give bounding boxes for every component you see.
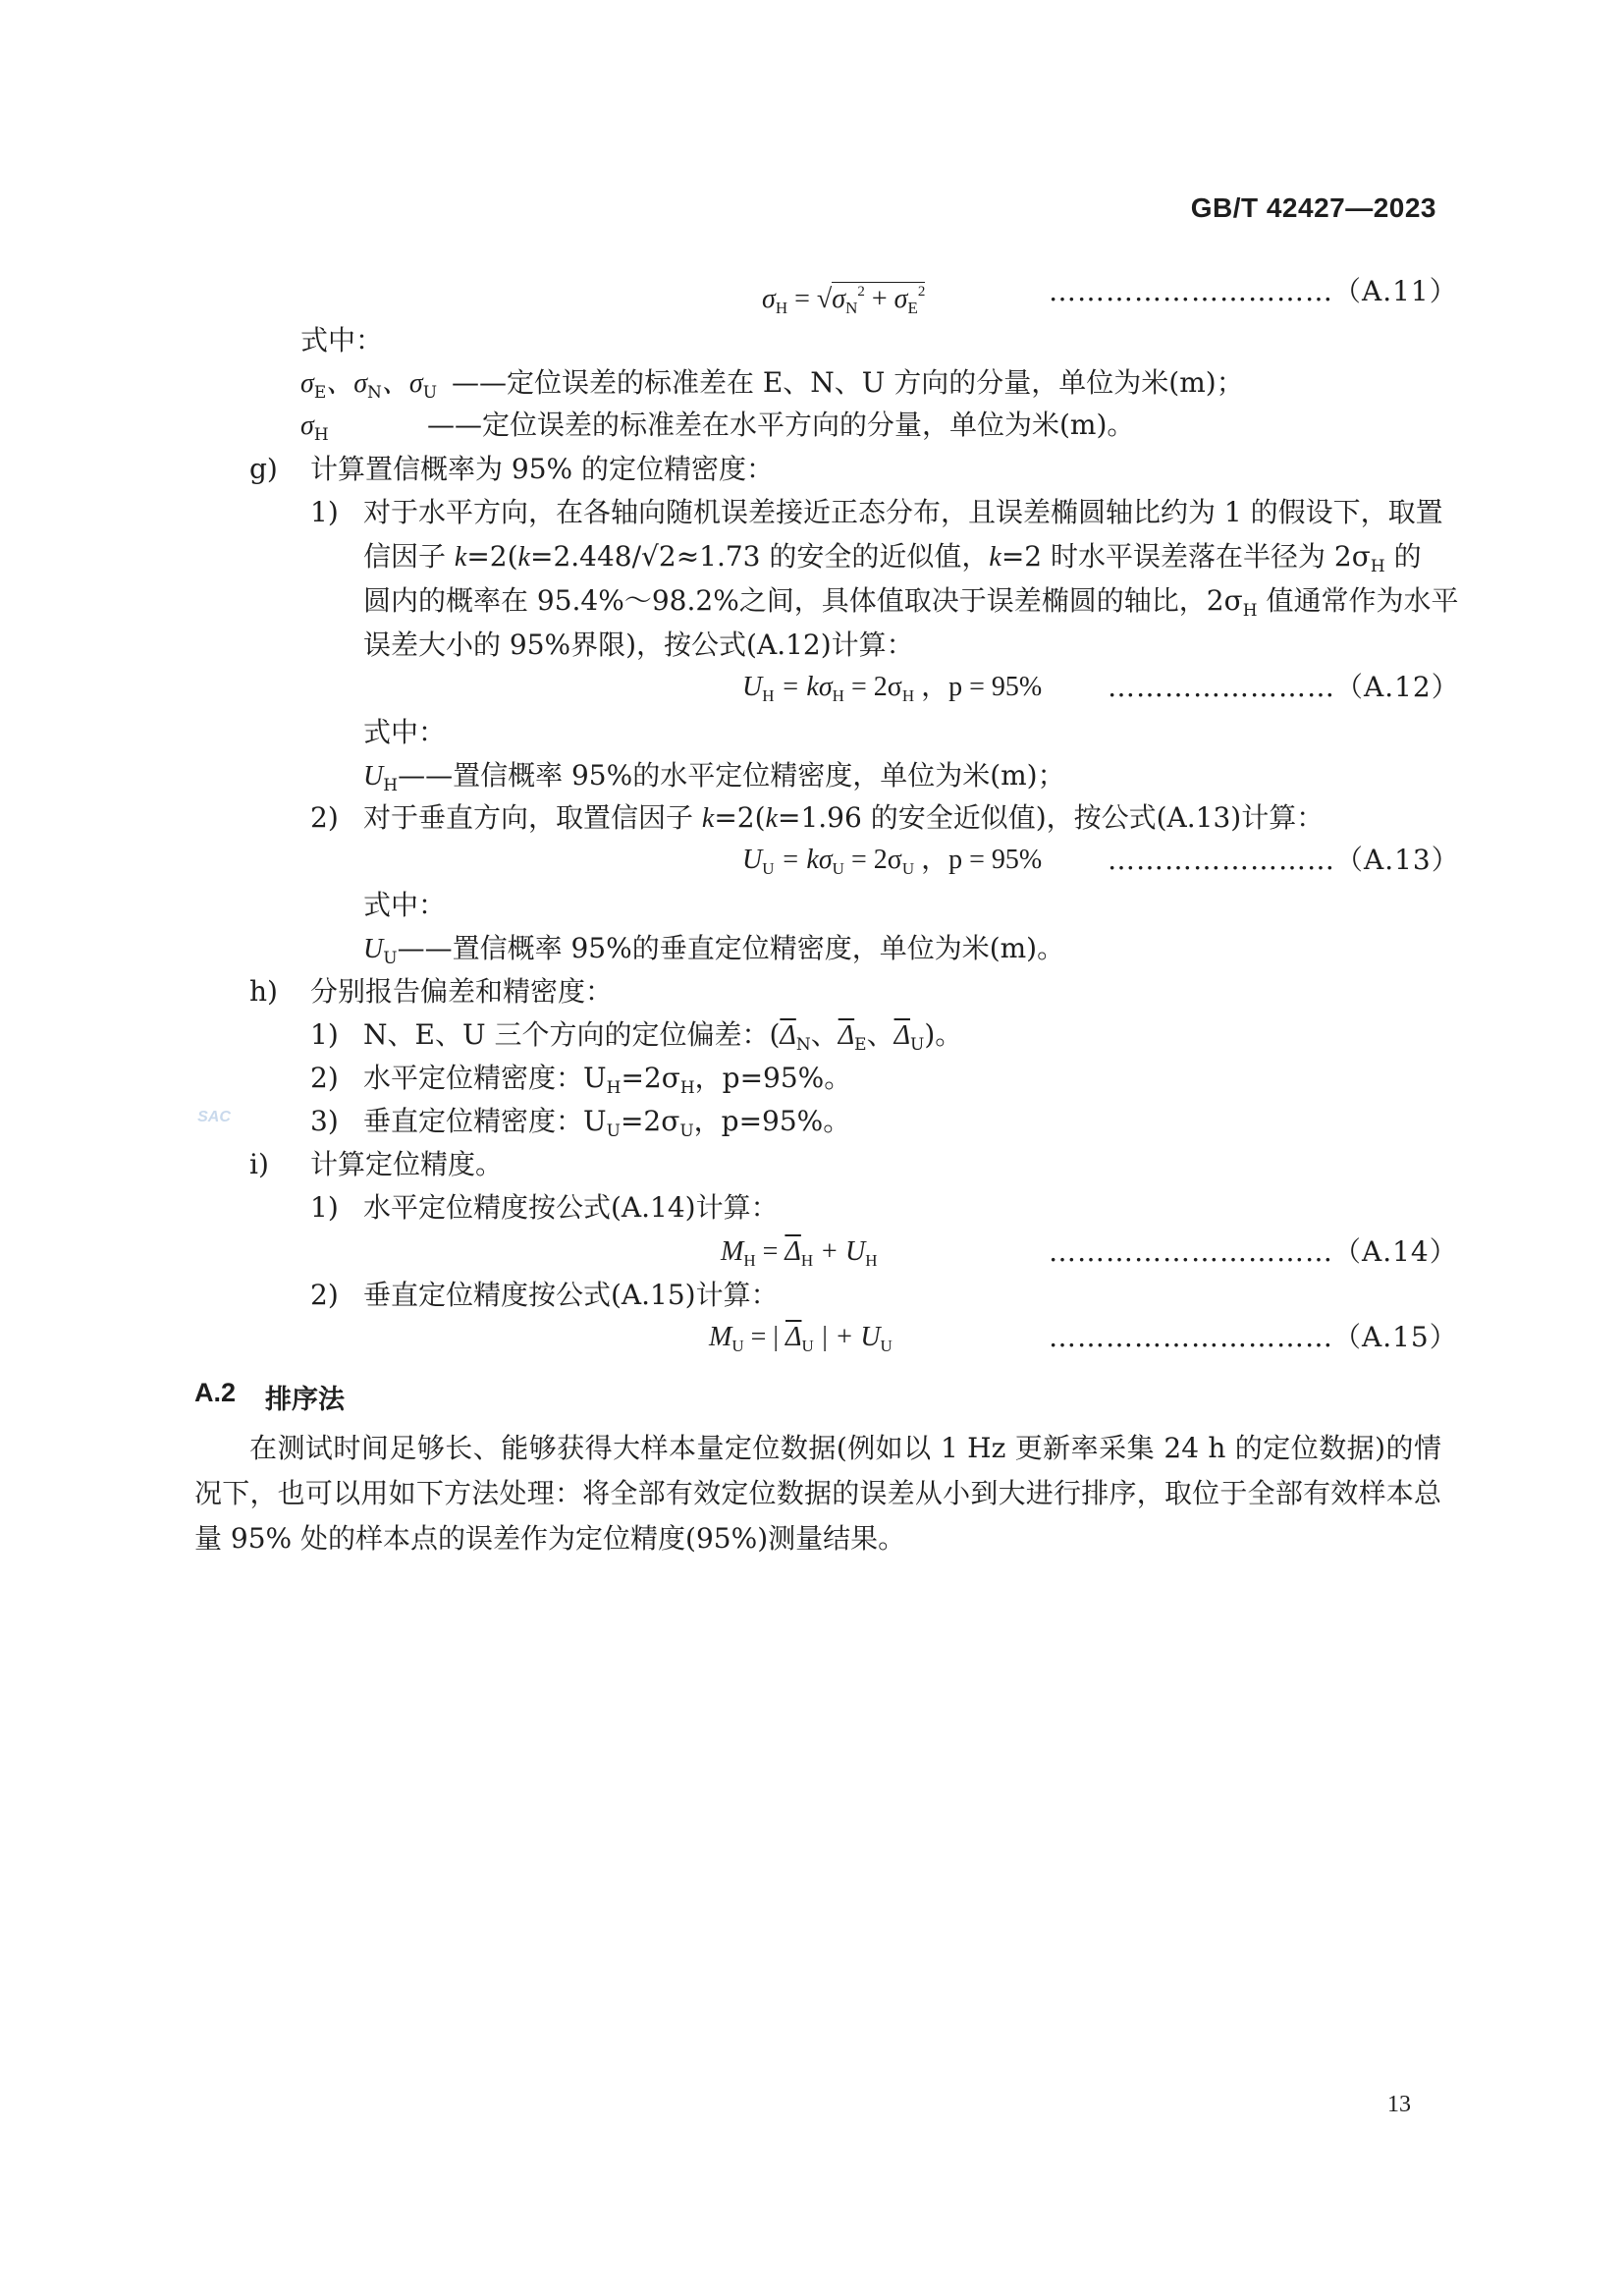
equation-number-a11: …………………………（A.11） (1049, 275, 1458, 307)
equation-number-a12: ……………………（A.12） (1108, 671, 1460, 703)
definition-sigma-enu: $\sigma_E$、$\sigma_N$、$\sigma_U$ ——定位误差的标准差在 E、N、U 方向的分量，单位为米(m)； (300, 366, 1244, 403)
list-label-g: g) (249, 453, 278, 485)
sac-watermark: SAC (197, 1109, 231, 1125)
list-label-i: i) (249, 1148, 269, 1180)
list-label-g2: 2) (310, 801, 339, 834)
item-g1-line3: 圆内的概率在 95.4%～98.2%之间，具体值取决于误差椭圆的轴比，$2\sigma_H$ 值通常作为水平 (363, 584, 1459, 621)
list-label-h2: 2) (310, 1062, 339, 1094)
item-h-text: 分别报告偏差和精密度： (310, 975, 614, 1008)
list-label-h1: 1) (310, 1018, 339, 1051)
where-label: 式中： (300, 324, 384, 356)
equation-a14: $M_H = \overline{\Delta}_H + U_H$ (721, 1236, 878, 1270)
standard-number-header: GB/T 42427—2023 (1190, 192, 1436, 223)
section-a2-paragraph: 在测试时间足够长、能够获得大样本量定位数据(例如以 1 Hz 更新率采集 24 h 的定位数据)的情况下，也可以用如下方法处理：将全部有效定位数据的误差从小到大进行排序，取位于全部有效样本总量 95% 处的样本点的误差作为定位精度(95%)测量结果。 (194, 1432, 1441, 1555)
page-number: 13 (1387, 2092, 1411, 2117)
equation-number-a14: …………………………（A.14） (1049, 1235, 1458, 1268)
item-g1-line4: 误差大小的 95%界限)，按公式(A.12)计算： (363, 629, 914, 661)
where-label-3: 式中： (363, 889, 447, 921)
list-label-i2: 2) (310, 1279, 339, 1311)
list-label-h: h) (249, 975, 278, 1008)
item-g1-line2: 信因子 k=2(k=2.448/√2≈1.73 的安全的近似值，k=2 时水平误差落在半径为 $2\sigma_H$ 的 (363, 540, 1422, 576)
definition-sigma-h: $\sigma_H$ ——定位误差的标准差在水平方向的分量，单位为米(m)。 (300, 409, 1135, 445)
item-i1-text: 水平定位精度按公式(A.14)计算： (363, 1191, 779, 1224)
where-label-2: 式中： (363, 716, 447, 748)
definition-uh: $U_H——$置信概率 95%的水平定位精密度，单位为米(m)； (363, 759, 1065, 795)
item-h1-text: N、E、U 三个方向的定位偏差：($\overline{\Delta}_N$、$\overline{\Delta}_E$、$\overline{\Delta}_U$)。 (363, 1018, 963, 1055)
list-label-g1: 1) (310, 496, 339, 528)
equation-a13: $U_U = k\sigma_U = 2\sigma_U$ ，p = 95% (742, 845, 1043, 878)
item-g-text: 计算置信概率为 95% 的定位精密度： (310, 453, 775, 485)
item-g2-text: 对于垂直方向，取置信因子 k=2(k=1.96 的安全近似值)，按公式(A.13)计算： (363, 801, 1325, 834)
item-i2-text: 垂直定位精度按公式(A.15)计算： (363, 1279, 779, 1311)
section-number-a2: A.2 (194, 1378, 237, 1407)
equation-a15: $M_U$ = | $\overline{\Delta}_U$ | + $U_U$ (709, 1322, 893, 1355)
list-label-i1: 1) (310, 1191, 339, 1224)
item-i-text: 计算定位精度。 (310, 1148, 504, 1180)
equation-a11: $\sigma_H = √\sigma_N^2 + \sigma_E^2$ (762, 284, 926, 317)
section-title-a2: 排序法 (265, 1385, 345, 1414)
item-g1-line1: 对于水平方向，在各轴向随机误差接近正态分布，且误差椭圆轴比约为 1 的假设下，取置 (363, 496, 1443, 528)
definition-uu: $U_U——$置信概率 95%的垂直定位精密度，单位为米(m)。 (363, 932, 1065, 968)
equation-number-a13: ……………………（A.13） (1108, 844, 1460, 876)
equation-number-a15: …………………………（A.15） (1049, 1321, 1458, 1353)
item-h3-text: 垂直定位精密度：$U_U=2\sigma_U$，p=95%。 (363, 1105, 851, 1141)
item-h2-text: 水平定位精密度：$U_H=2\sigma_H$，p=95%。 (363, 1062, 852, 1098)
list-label-h3: 3) (310, 1105, 339, 1137)
equation-a12: $U_H = k\sigma_H = 2\sigma_H$ ，p = 95% (742, 672, 1043, 705)
